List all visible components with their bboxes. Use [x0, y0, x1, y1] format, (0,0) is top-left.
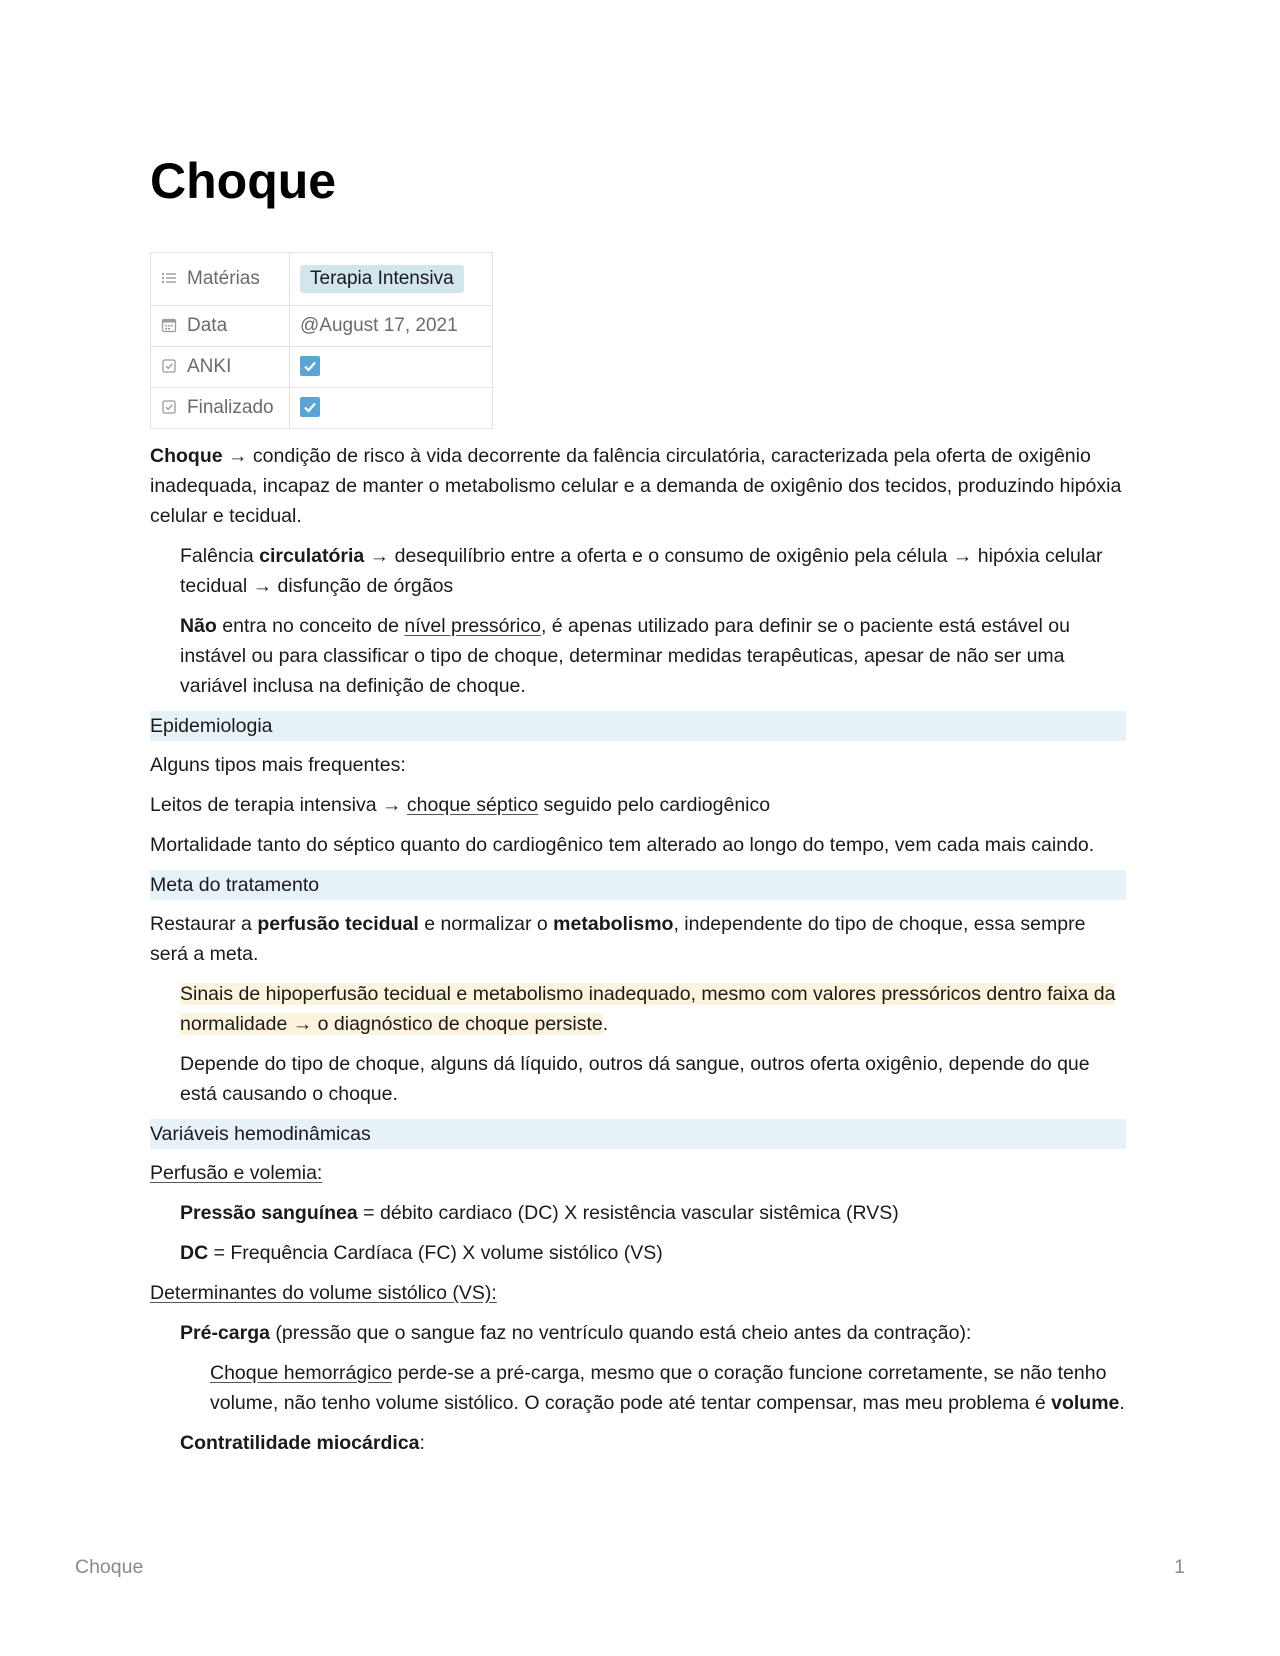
highlighted-text: Sinais de hipoperfusão tecidual e metabolismo inadequado, mesmo com valores pressóricos dentro faixa da normalidade → o diagnóstico de choque persiste: [180, 983, 1116, 1035]
meta-highlight-paragraph: Sinais de hipoperfusão tecidual e metabolismo inadequado, mesmo com valores pressóricos dentro faixa da normalidade → o diagnóstico de choque persiste.: [180, 983, 1116, 1035]
nao-paragraph: Não entra no conceito de nível pressórico, é apenas utilizado para definir se o paciente está estável ou instável ou para classificar o tipo de choque, determinar medidas terapêuticas, apesar de não ser uma variável inclusa na definição de choque.: [180, 615, 1070, 697]
meta-p1: Restaurar a perfusão tecidual e normalizar o metabolismo, independente do tipo de choque, essa sempre será a meta.: [150, 913, 1086, 965]
page-number: 1: [1174, 1556, 1185, 1578]
definition-paragraph: Choque → condição de risco à vida decorrente da falência circulatória, caracterizada pela oferta de oxigênio inadequada, incapaz de manter o metabolismo celular e a demanda de oxigênio dos tecidos, produzindo hipóxia celular e tecidual.: [150, 445, 1122, 527]
finalizado-checkbox[interactable]: [300, 397, 320, 417]
page-content: [150, 441, 1126, 1458]
property-row-materias: [151, 253, 493, 306]
checkbox-icon: [161, 358, 177, 374]
perfusao-subheading: Perfusão e volemia:: [150, 1162, 323, 1184]
page: [150, 150, 1126, 1468]
determinantes-subheading: Determinantes do volume sistólico (VS):: [150, 1282, 497, 1304]
footer-title: Choque: [75, 1556, 144, 1578]
date-value[interactable]: @August 17, 2021: [290, 306, 493, 347]
pressao-paragraph: Pressão sanguínea = débito cardiaco (DC) X resistência vascular sistêmica (RVS): [180, 1202, 899, 1224]
dc-paragraph: DC = Frequência Cardíaca (FC) X volume sistólico (VS): [180, 1242, 663, 1264]
epidemiologia-p1: Alguns tipos mais frequentes:: [150, 754, 406, 776]
checkbox-icon: [161, 399, 177, 415]
section-heading-meta: Meta do tratamento: [150, 870, 1126, 900]
checkmark-icon: [300, 397, 320, 417]
nivel-pressorico-link[interactable]: nível pressórico: [404, 615, 541, 637]
property-name: Matérias: [187, 268, 260, 289]
choque-septico-link[interactable]: choque séptico: [406, 794, 539, 816]
subject-tag[interactable]: Terapia Intensiva: [300, 265, 464, 293]
choque-hemorragico-paragraph: Choque hemorrágico perde-se a pré-carga, mesmo que o coração funcione corretamente, se não tenho volume, não tenho volume sistólico. O coração pode até tentar compensar, mas meu problema é volume.: [210, 1362, 1125, 1414]
property-name: ANKI: [187, 356, 232, 377]
contratilidade-paragraph: Contratilidade miocárdica:: [180, 1432, 425, 1454]
falencia-paragraph: Falência circulatória → desequilíbrio entre a oferta e o consumo de oxigênio pela célula → hipóxia celular tecidual → disfunção de órgãos: [180, 545, 1103, 597]
section-heading-epidemiologia: Epidemiologia: [150, 711, 1126, 741]
property-name: Finalizado: [187, 397, 274, 418]
choque-hemorragico-link[interactable]: Choque hemorrágico: [210, 1362, 393, 1384]
list-icon: [161, 270, 177, 286]
property-row-anki: [151, 347, 493, 388]
epidemiologia-p2: Leitos de terapia intensiva → choque séptico seguido pelo cardiogênico: [150, 794, 771, 816]
precarga-paragraph: Pré-carga (pressão que o sangue faz no ventrículo quando está cheio antes da contração):: [180, 1322, 972, 1344]
section-heading-variaveis: Variáveis hemodinâmicas: [150, 1119, 1126, 1149]
properties-table: [150, 252, 493, 429]
page-title: Choque: [150, 153, 337, 209]
property-name: Data: [187, 315, 228, 336]
property-row-data: [151, 306, 493, 347]
checkmark-icon: [300, 356, 320, 376]
anki-checkbox[interactable]: [300, 356, 320, 376]
calendar-icon: [161, 317, 177, 333]
epidemiologia-p3: Mortalidade tanto do séptico quanto do cardiogênico tem alterado ao longo do tempo, vem cada mais caindo.: [150, 834, 1095, 856]
property-row-finalizado: [151, 388, 493, 429]
meta-p3: Depende do tipo de choque, alguns dá líquido, outros dá sangue, outros oferta oxigênio, depende do que está causando o choque.: [180, 1053, 1090, 1105]
